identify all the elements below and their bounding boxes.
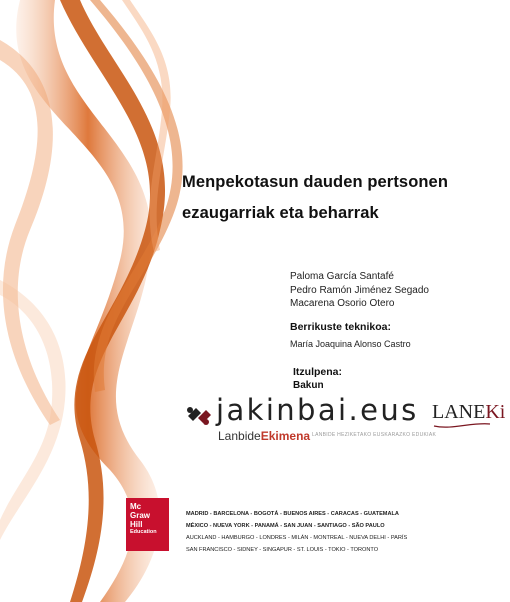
publisher-logo-line: Education bbox=[130, 529, 157, 535]
author-name: Macarena Osorio Otero bbox=[290, 298, 395, 309]
translator-name: Bakun bbox=[293, 380, 324, 391]
city-line: MADRID - BARCELONA - BOGOTÁ - BUENOS AIRES - CARACAS - GUATEMALA bbox=[186, 511, 399, 517]
author-name: Paloma García Santafé bbox=[290, 271, 394, 282]
mcgraw-hill-logo bbox=[126, 498, 169, 551]
lanbide-tagline: LANBIDE HEZIKETAKO EUSKARAZKO EDUKIAK bbox=[312, 432, 437, 438]
author-name: Pedro Ramón Jiménez Segado bbox=[290, 284, 429, 296]
book-title-line-1: Menpekotasun dauden pertsonen bbox=[182, 173, 449, 191]
authors-list bbox=[290, 270, 429, 311]
publisher-logo-line: Mc bbox=[130, 502, 142, 511]
publisher-logo-line: Hill bbox=[130, 520, 143, 529]
technical-review-label: Berrikuste teknikoa: bbox=[290, 321, 391, 333]
translation-label: Itzulpena: bbox=[293, 366, 342, 378]
city-line: SAN FRANCISCO - SIDNEY - SINGAPUR - ST. LOUIS - TOKIO - TORONTO bbox=[186, 547, 379, 553]
laneki-logo-suffix: Ki bbox=[485, 401, 506, 423]
book-title-line-2: ezaugarriak eta beharrak bbox=[182, 204, 379, 222]
jakinbai-logo-text: jakinbai.eus bbox=[216, 393, 419, 427]
lanbide-logo-prefix: Lanbide bbox=[218, 429, 261, 443]
lanbide-logo-suffix: Ekimena bbox=[260, 429, 311, 443]
technical-reviewer-name: María Joaquina Alonso Castro bbox=[290, 339, 411, 349]
laneki-swoosh-icon bbox=[432, 420, 492, 430]
puzzle-logo-icon bbox=[184, 402, 214, 428]
publisher-logo-line: Graw bbox=[130, 511, 151, 520]
publisher-cities bbox=[186, 508, 407, 556]
laneki-logo-prefix: LANE bbox=[432, 401, 486, 423]
city-line: AUCKLAND - HAMBURGO - LONDRES - MILÁN - MONTREAL - NUEVA DELHI - PARÍS bbox=[186, 535, 408, 541]
city-line: MÉXICO - NUEVA YORK - PANAMÁ - SAN JUAN - SANTIAGO - SÃO PAULO bbox=[186, 523, 385, 529]
lanbide-ekimena-logo bbox=[218, 429, 310, 443]
